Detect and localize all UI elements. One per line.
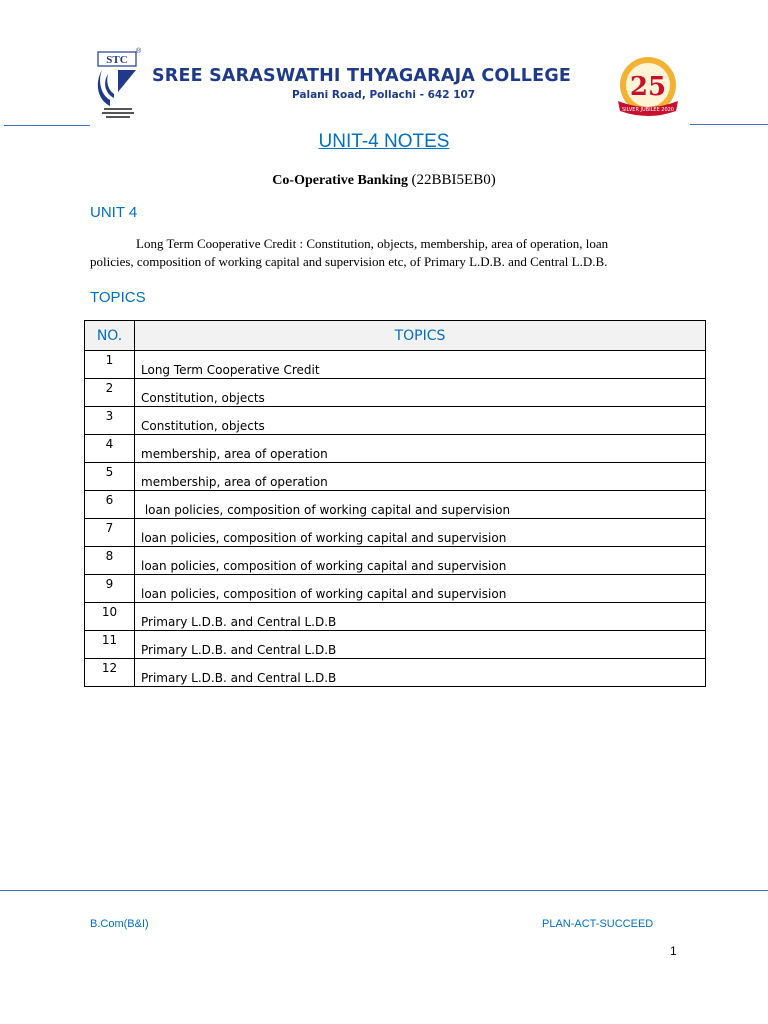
row-topic: loan policies, composition of working capital and supervision [135, 547, 706, 575]
page-number: 1 [670, 944, 677, 958]
table-row [85, 547, 706, 575]
table-row [85, 407, 706, 435]
jubilee-number: 25 [629, 72, 667, 102]
college-name: SREE SARASWATHI THYAGARAJA COLLEGE [152, 66, 572, 86]
footer-rule [0, 890, 768, 891]
unit-description: Long Term Cooperative Credit : Constitution, objects, membership, area of operation, loan policies, composition of working capital and supervision etc, of Primary L.D.B. and Central L.D.B. [90, 236, 609, 269]
row-number: 7 [85, 519, 135, 547]
column-header-topics: TOPICS [135, 321, 706, 351]
row-topic: Constitution, objects [135, 407, 706, 435]
row-number: 9 [85, 575, 135, 603]
row-topic: Primary L.D.B. and Central L.D.B [135, 631, 706, 659]
footer-motto: PLAN-ACT-SUCCEED [542, 918, 654, 930]
row-number: 3 [85, 407, 135, 435]
row-topic: Long Term Cooperative Credit [135, 351, 706, 379]
table-row [85, 659, 706, 687]
row-number: 10 [85, 603, 135, 631]
table-row [85, 575, 706, 603]
table-row [85, 631, 706, 659]
table-row [85, 603, 706, 631]
row-topic: membership, area of operation [135, 463, 706, 491]
unit-heading: UNIT 4 [90, 204, 138, 221]
college-logo [96, 50, 140, 122]
table-row [85, 435, 706, 463]
row-topic: loan policies, composition of working capital and supervision [135, 575, 706, 603]
course-name: Co-Operative Banking [272, 173, 409, 188]
topics-table [84, 320, 706, 687]
topics-heading: TOPICS [90, 289, 146, 306]
course-code: (22BBI5EB0) [411, 172, 496, 188]
row-topic: Primary L.D.B. and Central L.D.B [135, 659, 706, 687]
row-topic: Constitution, objects [135, 379, 706, 407]
row-number: 4 [85, 435, 135, 463]
silver-jubilee-seal [612, 55, 684, 119]
letterhead [0, 0, 768, 130]
table-row [85, 491, 706, 519]
registered-mark-icon: ® [136, 48, 142, 55]
footer-program: B.Com(B&I) [90, 918, 149, 930]
header-rule-right [690, 124, 768, 125]
row-topic: membership, area of operation [135, 435, 706, 463]
row-number: 12 [85, 659, 135, 687]
row-topic: Primary L.D.B. and Central L.D.B [135, 603, 706, 631]
page-title: UNIT-4 NOTES [318, 131, 450, 152]
row-number: 2 [85, 379, 135, 407]
college-address: Palani Road, Pollachi - 642 107 [292, 89, 476, 101]
column-header-no: NO. [85, 321, 135, 351]
row-number: 11 [85, 631, 135, 659]
row-number: 6 [85, 491, 135, 519]
table-row [85, 463, 706, 491]
table-row [85, 351, 706, 379]
row-number: 1 [85, 351, 135, 379]
row-topic: loan policies, composition of working capital and supervision [135, 491, 706, 519]
table-row [85, 519, 706, 547]
table-row [85, 379, 706, 407]
row-topic: loan policies, composition of working capital and supervision [135, 519, 706, 547]
header-rule-left [4, 125, 90, 126]
table-header-row [85, 321, 706, 351]
jubilee-text: SILVER JUBILEE 2020 [622, 107, 674, 113]
row-number: 5 [85, 463, 135, 491]
row-number: 8 [85, 547, 135, 575]
course-subtitle [0, 172, 768, 189]
college-logo-text: STC [106, 54, 128, 66]
